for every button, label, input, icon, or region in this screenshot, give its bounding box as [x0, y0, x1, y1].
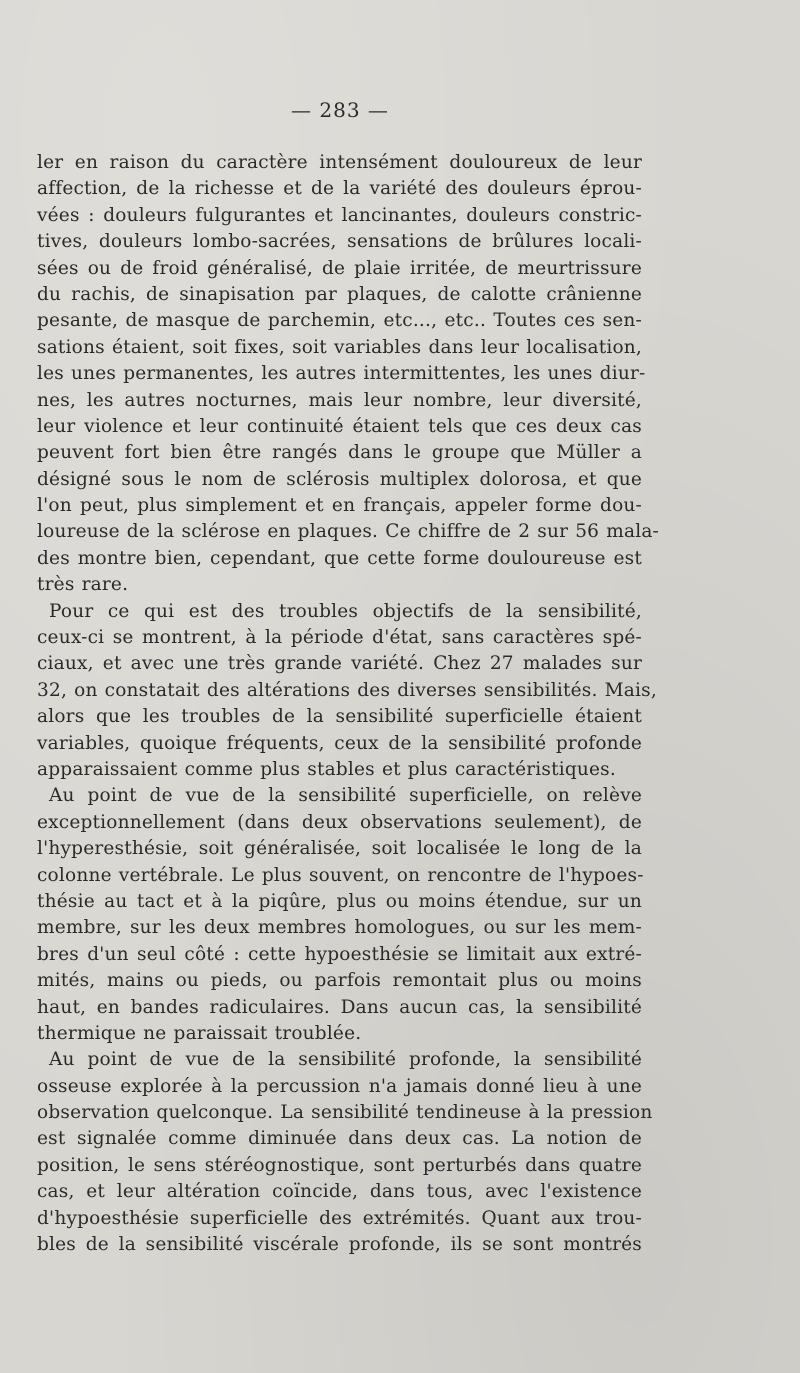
text-line: du rachis, de sinapisation par plaques, de calotte crânienne	[37, 283, 642, 305]
text-line: haut, en bandes radiculaires. Dans aucun cas, la sensibilité	[37, 996, 642, 1018]
text-line: mités, mains ou pieds, ou parfois remontait plus ou moins	[37, 970, 642, 992]
text-line: ceux-ci se montrent, à la période d'état, sans caractères spé-	[37, 627, 642, 649]
text-line: membre, sur les deux membres homologues, ou sur les mem-	[37, 917, 642, 939]
text-line: Pour ce qui est des troubles objectifs de la sensibilité,	[49, 600, 642, 622]
text-line: les unes permanentes, les autres intermittentes, les unes diur-	[37, 363, 646, 385]
text-line: sations étaient, soit fixes, soit variables dans leur localisation,	[37, 336, 642, 358]
text-line: Au point de vue de la sensibilité superficielle, on relève	[49, 785, 642, 807]
text-line: l'on peut, plus simplement et en français, appeler forme dou-	[37, 495, 642, 517]
text-line: leur violence et leur continuité étaient tels que ces deux cas	[37, 415, 642, 437]
text-line: affection, de la richesse et de la variété des douleurs éprou-	[37, 178, 642, 200]
text-line: alors que les troubles de la sensibilité superficielle étaient	[37, 706, 642, 728]
text-line: thésie au tact et à la piqûre, plus ou moins étendue, sur un	[37, 890, 642, 912]
text-line: loureuse de la sclérose en plaques. Ce chiffre de 2 sur 56 mala-	[37, 521, 660, 543]
text-line: très rare.	[37, 574, 129, 596]
text-line: cas, et leur altération coïncide, dans tous, avec l'existence	[37, 1181, 642, 1203]
body-text	[37, 150, 660, 1258]
text-line: ciaux, et avec une très grande variété. Chez 27 malades sur	[37, 653, 642, 675]
text-line: 32, on constatait des altérations des diverses sensibilités. Mais,	[37, 679, 657, 701]
text-line: bles de la sensibilité viscérale profonde, ils se sont montrés	[37, 1234, 642, 1256]
text-line: des montre bien, cependant, que cette forme douloureuse est	[37, 547, 642, 569]
text-line: ler en raison du caractère intensément douloureux de leur	[37, 152, 642, 173]
text-line: désigné sous le nom de sclérosis multiplex dolorosa, et que	[37, 468, 642, 490]
text-line: pesante, de masque de parchemin, etc..., etc.. Toutes ces sen-	[37, 310, 642, 332]
text-line: bres d'un seul côté : cette hypoesthésie se limitait aux extré-	[37, 943, 642, 965]
text-line: Au point de vue de la sensibilité profonde, la sensibilité	[49, 1049, 642, 1071]
text-line: est signalée comme diminuée dans deux cas. La notion de	[37, 1128, 642, 1150]
text-line: apparaissaient comme plus stables et plus caractéristiques.	[37, 758, 616, 780]
text-line: sées ou de froid généralisé, de plaie irritée, de meurtrissure	[37, 257, 642, 279]
text-line: thermique ne paraissait troublée.	[37, 1022, 362, 1044]
text-line: variables, quoique fréquents, ceux de la sensibilité profonde	[37, 732, 642, 754]
text-line: tives, douleurs lombo-sacrées, sensations de brûlures locali-	[37, 231, 642, 253]
text-line: nes, les autres nocturnes, mais leur nombre, leur diversité,	[37, 389, 642, 411]
text-line: colonne vertébrale. Le plus souvent, on rencontre de l'hypoes-	[37, 864, 644, 886]
text-line: d'hypoesthésie superficielle des extrémités. Quant aux trou-	[37, 1207, 642, 1229]
page-number: — 283 —	[291, 98, 389, 122]
text-line: vées : douleurs fulgurantes et lancinantes, douleurs constric-	[37, 204, 642, 226]
text-line: l'hyperesthésie, soit généralisée, soit localisée le long de la	[37, 838, 642, 860]
text-line: observation quelconque. La sensibilité tendineuse à la pression	[37, 1102, 653, 1124]
text-line: osseuse explorée à la percussion n'a jamais donné lieu à une	[37, 1075, 642, 1097]
text-line: exceptionnellement (dans deux observations seulement), de	[37, 811, 642, 833]
text-line: position, le sens stéréognostique, sont perturbés dans quatre	[37, 1154, 642, 1176]
text-line: peuvent fort bien être rangés dans le groupe que Müller a	[37, 442, 642, 464]
